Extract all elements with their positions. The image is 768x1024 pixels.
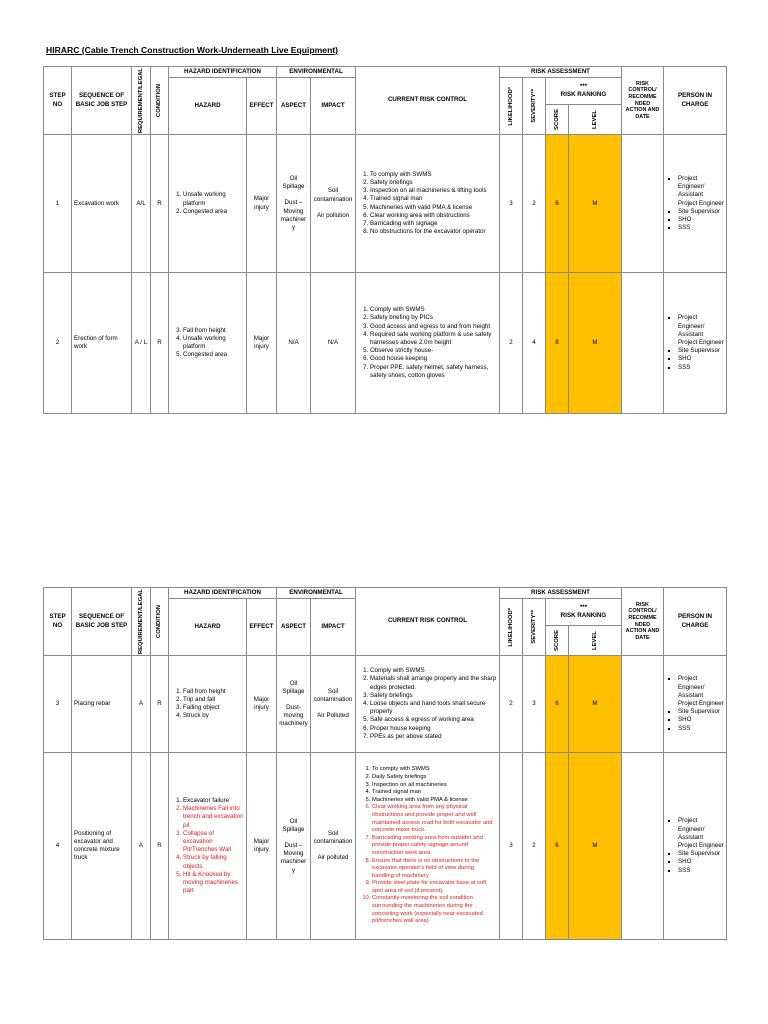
risk-control-list	[356, 753, 500, 940]
effect: Major injury	[247, 753, 277, 940]
likelihood-value: 2	[500, 273, 523, 414]
header-score: SCORE	[546, 105, 569, 135]
person-in-charge-list	[664, 656, 727, 753]
condition-code: R	[151, 135, 169, 273]
control-item: 5. Machineries with valid PMA & license	[372, 797, 497, 805]
legal-code: A	[132, 656, 151, 753]
header-recommended-action: RISK CONTROL/ RECOMME NDED ACTION AND DATE	[622, 67, 664, 135]
control-item: 5. Observe strictly house-	[370, 347, 497, 355]
control-item: 4. Trained signal man	[370, 195, 497, 203]
control-item: 1. Comply with SWMS	[370, 667, 497, 675]
header-hazard-identification: HAZARD IDENTIFICATION	[169, 588, 277, 599]
header-requirement-legal: REQUIREMENT/LEGAL	[132, 67, 151, 135]
person-item: ▪ SSS	[678, 224, 724, 232]
legal-code: A/L	[132, 135, 151, 273]
legal-code: A / L	[132, 273, 151, 414]
control-item: 2. Safety briefings	[370, 179, 497, 187]
likelihood-value: 3	[500, 753, 523, 940]
likelihood-value: 3	[500, 135, 523, 273]
score-value: 6	[546, 656, 569, 753]
severity-value: 2	[523, 753, 546, 940]
recommended-action	[622, 656, 664, 753]
control-item: 6. Proper house keeping	[370, 725, 497, 733]
header-condition: CONDITION	[151, 588, 169, 656]
hazard-item: 2. Machineries Fall into trench and excavation pit	[183, 805, 244, 830]
header-risk-assessment: RISK ASSESSMENT	[500, 588, 622, 599]
control-item: 7. PPEs as per above stated	[370, 733, 497, 741]
condition-code: R	[151, 656, 169, 753]
header-sequence: SEQUENCE OF BASIC JOB STEP	[72, 67, 132, 135]
job-step: Placing rebar	[72, 656, 132, 753]
aspect: Oil Spillage Dust – Moving machiner y	[277, 135, 311, 273]
legal-code: A	[132, 753, 151, 940]
control-item: 6. Clear working area with obstructions	[370, 212, 497, 220]
header-recommended-action: RISK CONTROL/ RECOMME NDED ACTION AND DATE	[622, 588, 664, 656]
document-title: HIRARC (Cable Trench Construction Work-Underneath Live Equipment)	[46, 45, 339, 55]
header-risk-assessment: RISK ASSESSMENT	[500, 67, 622, 78]
aspect: Oil Spillage Dust – Moving machiner y	[277, 753, 311, 940]
hazard-item: 1. Unsafe working platform	[183, 191, 244, 207]
header-environmental: ENVIRONMENTAL	[277, 67, 356, 78]
step-no: 4	[44, 753, 72, 940]
header-aspect: ASPECT	[277, 78, 311, 135]
risk-control-list	[356, 273, 500, 414]
risk-control-list	[356, 135, 500, 273]
header-risk-ranking: *** RISK RANKING	[546, 78, 622, 105]
hazard-item: 1. Excavator failure	[183, 797, 244, 805]
hazard-item: 2. Trip and fall	[183, 696, 244, 704]
header-step-no: STEP NO	[44, 67, 72, 135]
person-item: ▪ Site Supervisor	[678, 708, 724, 716]
header-current-risk-control: CURRENT RISK CONTROL	[356, 67, 500, 135]
person-item: ▪ Project Engineer/ Assistant Project Engineer	[678, 675, 724, 708]
impact: Soil contamination Air Polluted	[311, 656, 356, 753]
person-item: ▪ Project Engineer/ Assistant Project Engineer	[678, 175, 724, 208]
person-item: ▪ SHO	[678, 716, 724, 724]
level-value: M	[569, 656, 622, 753]
header-step-no: STEP NO	[44, 588, 72, 656]
effect: Major injury	[247, 656, 277, 753]
header-hazard-identification: HAZARD IDENTIFICATION	[169, 67, 277, 78]
hazard-item: 4. Struck by	[183, 712, 244, 720]
hirarc-table-2	[43, 587, 727, 940]
severity-value: 4	[523, 273, 546, 414]
table-row	[44, 753, 727, 940]
severity-value: 3	[523, 656, 546, 753]
header-effect: EFFECT	[247, 599, 277, 656]
hazard-item: 2. Congested area	[183, 208, 244, 216]
score-value: 6	[546, 753, 569, 940]
impact: Soil contamination Air pollution	[311, 135, 356, 273]
header-condition: CONDITION	[151, 67, 169, 135]
header-aspect: ASPECT	[277, 599, 311, 656]
header-row-top	[44, 588, 727, 599]
header-likelihood: LIKELIHOOD*	[500, 78, 523, 135]
person-item: ▪ SSS	[678, 364, 724, 372]
hazard-list	[169, 135, 247, 273]
control-item: 5. Safe access & egress of working area	[370, 716, 497, 724]
header-severity: SEVERITY**	[523, 599, 546, 656]
header-environmental: ENVIRONMENTAL	[277, 588, 356, 599]
table-row	[44, 273, 727, 414]
header-likelihood: LIKELIHOOD*	[500, 599, 523, 656]
control-item: 4. Loose objects and hand tools shall secure properly	[370, 700, 497, 716]
recommended-action	[622, 273, 664, 414]
step-no: 1	[44, 135, 72, 273]
hazard-item: 3. Fall from height	[183, 327, 244, 335]
header-requirement-legal: REQUIREMENT/LEGAL	[132, 588, 151, 656]
person-in-charge-list	[664, 273, 727, 414]
score-value: 8	[546, 273, 569, 414]
risk-control-list	[356, 656, 500, 753]
control-item: 8. Ensure that there is no obstructions to the excavator operator's field of view during handling of machinery	[372, 858, 497, 881]
impact: Soil contamination Air polluted	[311, 753, 356, 940]
control-item: 2. Daily Safety briefings	[372, 774, 497, 782]
header-severity: SEVERITY**	[523, 78, 546, 135]
step-no: 3	[44, 656, 72, 753]
step-no: 2	[44, 273, 72, 414]
hazard-item: 5. Hit & Knocked by moving machineries part	[183, 871, 244, 896]
header-effect: EFFECT	[247, 78, 277, 135]
header-hazard: HAZARD	[169, 78, 247, 135]
header-sequence: SEQUENCE OF BASIC JOB STEP	[72, 588, 132, 656]
control-item: 8. No obstructions for the excavator operator	[370, 228, 497, 236]
control-item: 1. To comply with SWMS	[370, 171, 497, 179]
control-item: 3. Inspection on all machineries	[372, 782, 497, 790]
level-value: M	[569, 753, 622, 940]
level-value: M	[569, 273, 622, 414]
person-item: ▪ Site Supervisor	[678, 347, 724, 355]
control-item: 7. Proper PPE: safety helmet, safety harness, safety shoes, cotton gloves	[370, 364, 497, 380]
header-level: LEVEL	[569, 105, 622, 135]
control-item: 3. Safety briefings	[370, 692, 497, 700]
impact: N/A	[311, 273, 356, 414]
control-item: 3. Good access and egress to and from height	[370, 323, 497, 331]
header-hazard: HAZARD	[169, 599, 247, 656]
severity-value: 2	[523, 135, 546, 273]
recommended-action	[622, 135, 664, 273]
aspect: Oil Spillage Dust- moving machinery	[277, 656, 311, 753]
job-step: Erection of form work	[72, 273, 132, 414]
job-step: Excavation work	[72, 135, 132, 273]
table-row	[44, 656, 727, 753]
hazard-list	[169, 753, 247, 940]
effect: Major injury	[247, 273, 277, 414]
person-item: ▪ SSS	[678, 725, 724, 733]
header-level: LEVEL	[569, 626, 622, 656]
control-item: 6. Clear working area from any physical obstructions and provide proper and well maintained access road for both excavator and concrete mixer truck.	[372, 804, 497, 834]
hazard-item: 4. Unsafe working platform	[183, 335, 244, 351]
header-impact: IMPACT	[311, 78, 356, 135]
person-item: ▪ SHO	[678, 858, 724, 866]
hazard-item: 1. Fall from height	[183, 688, 244, 696]
control-item: 7. Barricading working area from outsider and provide proper safety signage around construction work area	[372, 835, 497, 858]
hazard-item: 4. Struck by falling objects	[183, 854, 244, 870]
aspect: N/A	[277, 273, 311, 414]
control-item: 9. Provide steel plate for excavator base at soft spot area of soil (if present).	[372, 880, 497, 895]
header-row-top	[44, 67, 727, 78]
control-item: 2. Safety briefing by PICs	[370, 314, 497, 322]
control-item: 1. To comply with SWMS	[372, 766, 497, 774]
hazard-list	[169, 656, 247, 753]
control-item: 6. Good house keeping	[370, 355, 497, 363]
control-item: 3. Inspection on all machineries & lifting tools	[370, 187, 497, 195]
header-impact: IMPACT	[311, 599, 356, 656]
control-item: 7. Barricading with signage	[370, 220, 497, 228]
hazard-item: 3. Falling object	[183, 704, 244, 712]
header-current-risk-control: CURRENT RISK CONTROL	[356, 588, 500, 656]
condition-code: R	[151, 753, 169, 940]
score-value: 6	[546, 135, 569, 273]
condition-code: R	[151, 273, 169, 414]
header-person-in-charge: PERSON IN CHARGE	[664, 67, 727, 135]
person-in-charge-list	[664, 753, 727, 940]
effect: Major injury	[247, 135, 277, 273]
hazard-item: 5. Congested area	[183, 351, 244, 359]
person-item: ▪ Site Supervisor	[678, 850, 724, 858]
person-item: ▪ Site Supervisor	[678, 208, 724, 216]
hirarc-table-1	[43, 66, 727, 414]
hazard-item: 3. Collapse of excavation Pit/Trenches Wall	[183, 830, 244, 855]
control-item: 1. Comply with SWMS	[370, 306, 497, 314]
hazard-list	[169, 273, 247, 414]
person-item: ▪ Project Engineer/ Assistant Project Engineer	[678, 817, 724, 850]
person-item: ▪ SHO	[678, 216, 724, 224]
person-item: ▪ SHO	[678, 355, 724, 363]
person-in-charge-list	[664, 135, 727, 273]
recommended-action	[622, 753, 664, 940]
header-score: SCORE	[546, 626, 569, 656]
control-item: 4. Required safe working platform & use safety harnesses above 2.0m height	[370, 331, 497, 347]
header-risk-ranking: *** RISK RANKING	[546, 599, 622, 626]
likelihood-value: 2	[500, 656, 523, 753]
level-value: M	[569, 135, 622, 273]
control-item: 4. Trained signal man	[372, 789, 497, 797]
header-person-in-charge: PERSON IN CHARGE	[664, 588, 727, 656]
person-item: ▪ Project Engineer/ Assistant Project Engineer	[678, 314, 724, 347]
control-item: 10. Constantly monitoring the soil condition surrounding the machineries during the concreting work (especially near excavated pit/trenches wall area)	[372, 895, 497, 925]
table-row	[44, 135, 727, 273]
person-item: ▪ SSS	[678, 867, 724, 875]
job-step: Positioning of excavator and concrete mixture truck	[72, 753, 132, 940]
control-item: 2. Materials shall arrange properly and the sharp edges protected.	[370, 675, 497, 691]
control-item: 5. Machineries with valid PMA & license	[370, 204, 497, 212]
